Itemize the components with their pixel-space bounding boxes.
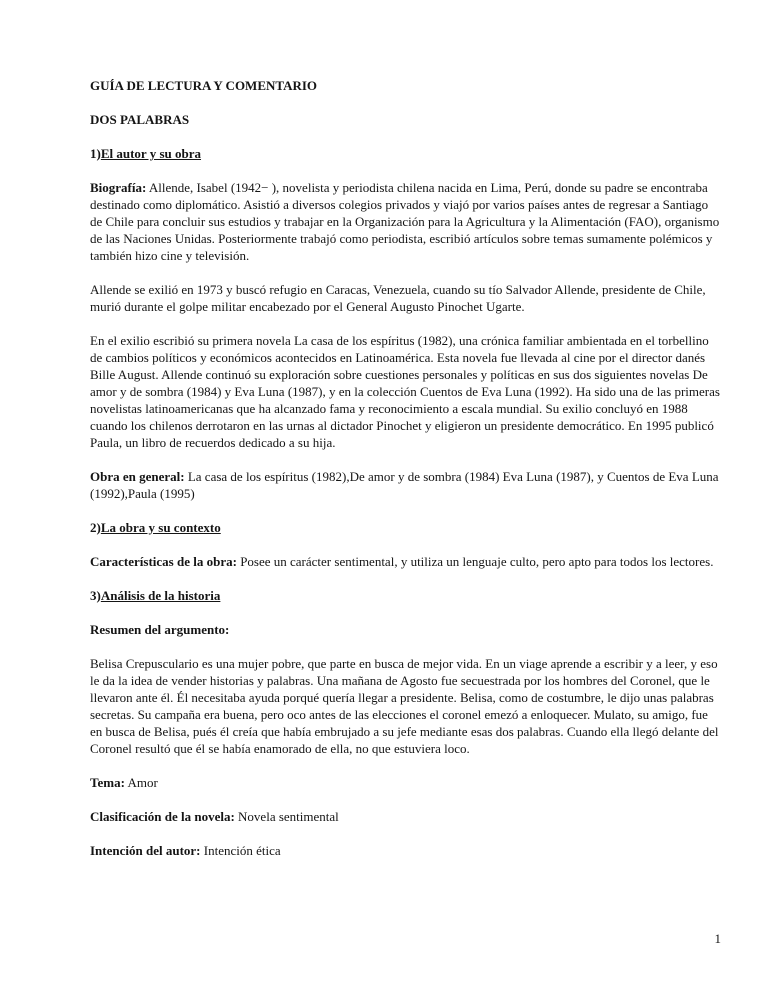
intencion-label: Intención del autor: bbox=[90, 843, 201, 858]
obra-general-label: Obra en general: bbox=[90, 469, 185, 484]
document-content bbox=[90, 77, 720, 876]
section-heading-1 bbox=[90, 145, 720, 162]
exilio-text: Allende se exilió en 1973 y buscó refugio en Caracas, Venezuela, cuando su tío Salvador Allende, presidente de Chile, murió durante el golpe militar encabezado por el General Augusto Pinochet Ugarte. bbox=[90, 282, 706, 314]
paragraph-intencion bbox=[90, 842, 720, 859]
obra-general-text: La casa de los espíritus (1982),De amor y de sombra (1984) Eva Luna (1987), y Cuentos de Eva Luna (1992),Paula (1995) bbox=[90, 469, 719, 501]
resumen-heading bbox=[90, 621, 720, 638]
biografia-text: Allende, Isabel (1942− ), novelista y periodista chilena nacida en Lima, Perú, donde su padre se encontraba destinado como diplomático. Asistió a diversos colegios privados y viajó por varios países antes de regresar a Santiago de Chile para concluir sus estudios y trabajar en la Organización para la Agricultura y la Alimentación (FAO), organismo de las Naciones Unidas. Posteriormente trabajó como periodista, escribió artículos sobre temas sumamente polémicos y también hizo cine y televisión. bbox=[90, 180, 720, 263]
section-heading-2 bbox=[90, 519, 720, 536]
paragraph-tema bbox=[90, 774, 720, 791]
paragraph-biografia bbox=[90, 179, 720, 264]
document-title: GUÍA DE LECTURA Y COMENTARIO bbox=[90, 78, 318, 93]
caracteristicas-text: Posee un carácter sentimental, y utiliza un lenguaje culto, pero apto para todos los lectores. bbox=[240, 554, 714, 569]
intencion-text: Intención ética bbox=[203, 843, 281, 858]
clasificacion-text: Novela sentimental bbox=[238, 809, 339, 824]
primera-novela-text: En el exilio escribió su primera novela La casa de los espíritus (1982), una crónica familiar ambientada en el torbellino de cambios políticos y económicos acontecidos en Latinoamérica. Esta novela fue llevada al cine por el director danés Bille August. Allende continuó su exploración sobre cuestiones personales y políticas en sus dos siguientes novelas De amor y de sombra (1984) y Eva Luna (1987), y en la colección Cuentos de Eva Luna (1992). Ha sido una de las primeras novelistas latinoamericanas que ha alcanzado fama y reconocimiento a escala mundial. Su exilio concluyó en 1988 cuando los chilenos derrotaron en las urnas al dictador Pinochet y eligieron un presidente democrático. En 1995 publicó Paula, un libro de recuerdos dedicado a su hija. bbox=[90, 333, 720, 450]
tema-label: Tema: bbox=[90, 775, 125, 790]
biografia-label: Biografía: bbox=[90, 180, 147, 195]
clasificacion-label: Clasificación de la novela: bbox=[90, 809, 235, 824]
page-number: 1 bbox=[714, 931, 721, 946]
resumen-text: Belisa Crepusculario es una mujer pobre, que parte en busca de mejor vida. En un viage aprende a escribir y a leer, y eso le da la idea de vender historias y palabras. Una mañana de Agosto fue secuestrada por los hombres del Coronel, que le llevaron ante él. Él necesitaba ayuda porqué quería llegar a presidente. Belisa, como de costumbre, le dijo unas palabras secretas. Su campaña era buena, pero oco antes de las elecciones el coronel emezó a enloquecer. Mulato, su amigo, fue en busca de Belisa, pués él creía que había embrujado a su jefe mediante esas dos palabras. Cuando ella llegó delante del Coronel resultó que él se había enamorado de ella, no que estuviera loco. bbox=[90, 656, 719, 756]
section-1-number: 1) bbox=[90, 146, 101, 161]
paragraph-exilio bbox=[90, 281, 720, 315]
section-3-title: Análisis de la historia bbox=[100, 588, 221, 603]
resumen-label: Resumen del argumento: bbox=[90, 622, 230, 637]
tema-text: Amor bbox=[127, 775, 158, 790]
document-subtitle: DOS PALABRAS bbox=[90, 112, 190, 127]
paragraph-obra-general bbox=[90, 468, 720, 502]
paragraph-primera-novela bbox=[90, 332, 720, 451]
paragraph-clasificacion bbox=[90, 808, 720, 825]
paragraph-caracteristicas bbox=[90, 553, 720, 570]
section-2-title: La obra y su contexto bbox=[100, 520, 221, 535]
caracteristicas-label: Características de la obra: bbox=[90, 554, 237, 569]
section-heading-3 bbox=[90, 587, 720, 604]
section-2-number: 2) bbox=[90, 520, 101, 535]
paragraph-resumen bbox=[90, 655, 720, 757]
section-3-number: 3) bbox=[90, 588, 101, 603]
section-1-title: El autor y su obra bbox=[100, 146, 202, 161]
